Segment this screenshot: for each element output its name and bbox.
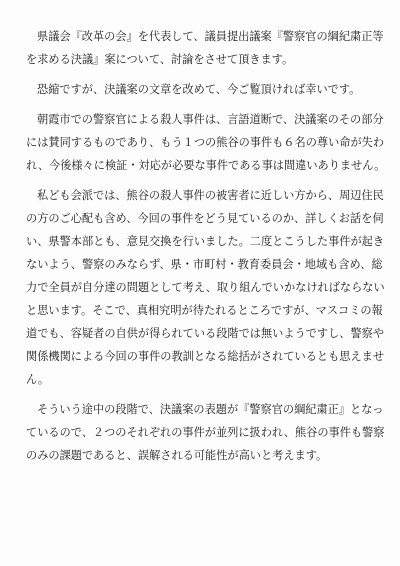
paragraph xyxy=(26,78,378,101)
text-line: の方のご心配も含め、今回の事件をどう見ているのか、詳しくお話を伺 xyxy=(26,212,384,225)
text-line: を求める決議』案について、討論をさせて頂きます。 xyxy=(26,53,294,66)
paragraph xyxy=(26,25,384,71)
paragraph xyxy=(26,184,385,391)
paragraph xyxy=(26,398,385,467)
text-line: そういう途中の段階で、決議案の表題が『警察官の綱紀粛正』となっ xyxy=(37,403,384,416)
paragraph xyxy=(26,108,386,177)
text-line: れ、今後様々に検証・対応が必要な事件である事は間違いありません。 xyxy=(26,159,386,172)
text-line: ないよう、警察のみならず、県・市町村・教育委員会・地域も含め、総 xyxy=(26,258,383,271)
text-line: 県議会『改革の会』を代表して、議員提出議案『警察官の綱紀粛正等 xyxy=(37,30,384,43)
text-line: い、県警本部とも、意見交換を行いました。二度とこうした事件が起き xyxy=(26,235,385,248)
text-line: ているので、２つのそれぞれの事件が並列に扱われ、熊谷の事件も警察 xyxy=(26,426,385,439)
text-line: ん。 xyxy=(26,373,50,386)
text-line: 私ども会派では、熊谷の殺人事件の被害者に近しい方から、周辺住民 xyxy=(37,189,384,202)
text-line: 力で全員が自分達の問題として考え、取り組んでいかなければならない xyxy=(26,281,385,294)
text-line: 道でも、容疑者の自供が得られている段階では無いようですし、警察や xyxy=(26,327,385,340)
text-line: 朝霞市での警察官による殺人事件は、言語道断で、決議案のその部分 xyxy=(37,113,384,126)
text-line: と思います。そこで、真相究明が待たれるところですが、マスコミの報 xyxy=(26,304,383,317)
document-body xyxy=(26,25,386,474)
text-line: のみの課題であると、誤解される可能性が高いと考えます。 xyxy=(26,449,328,462)
text-line: 恐縮ですが、決議案の文章を改めて、今ご覧頂ければ幸いです。 xyxy=(37,83,361,96)
text-line: には賛同するものであり、もう１つの熊谷の事件も６名の尊い命が失わ xyxy=(26,136,385,149)
text-line: 関係機関による今回の事件の教訓となる総括がされているとも思えませ xyxy=(26,350,385,363)
